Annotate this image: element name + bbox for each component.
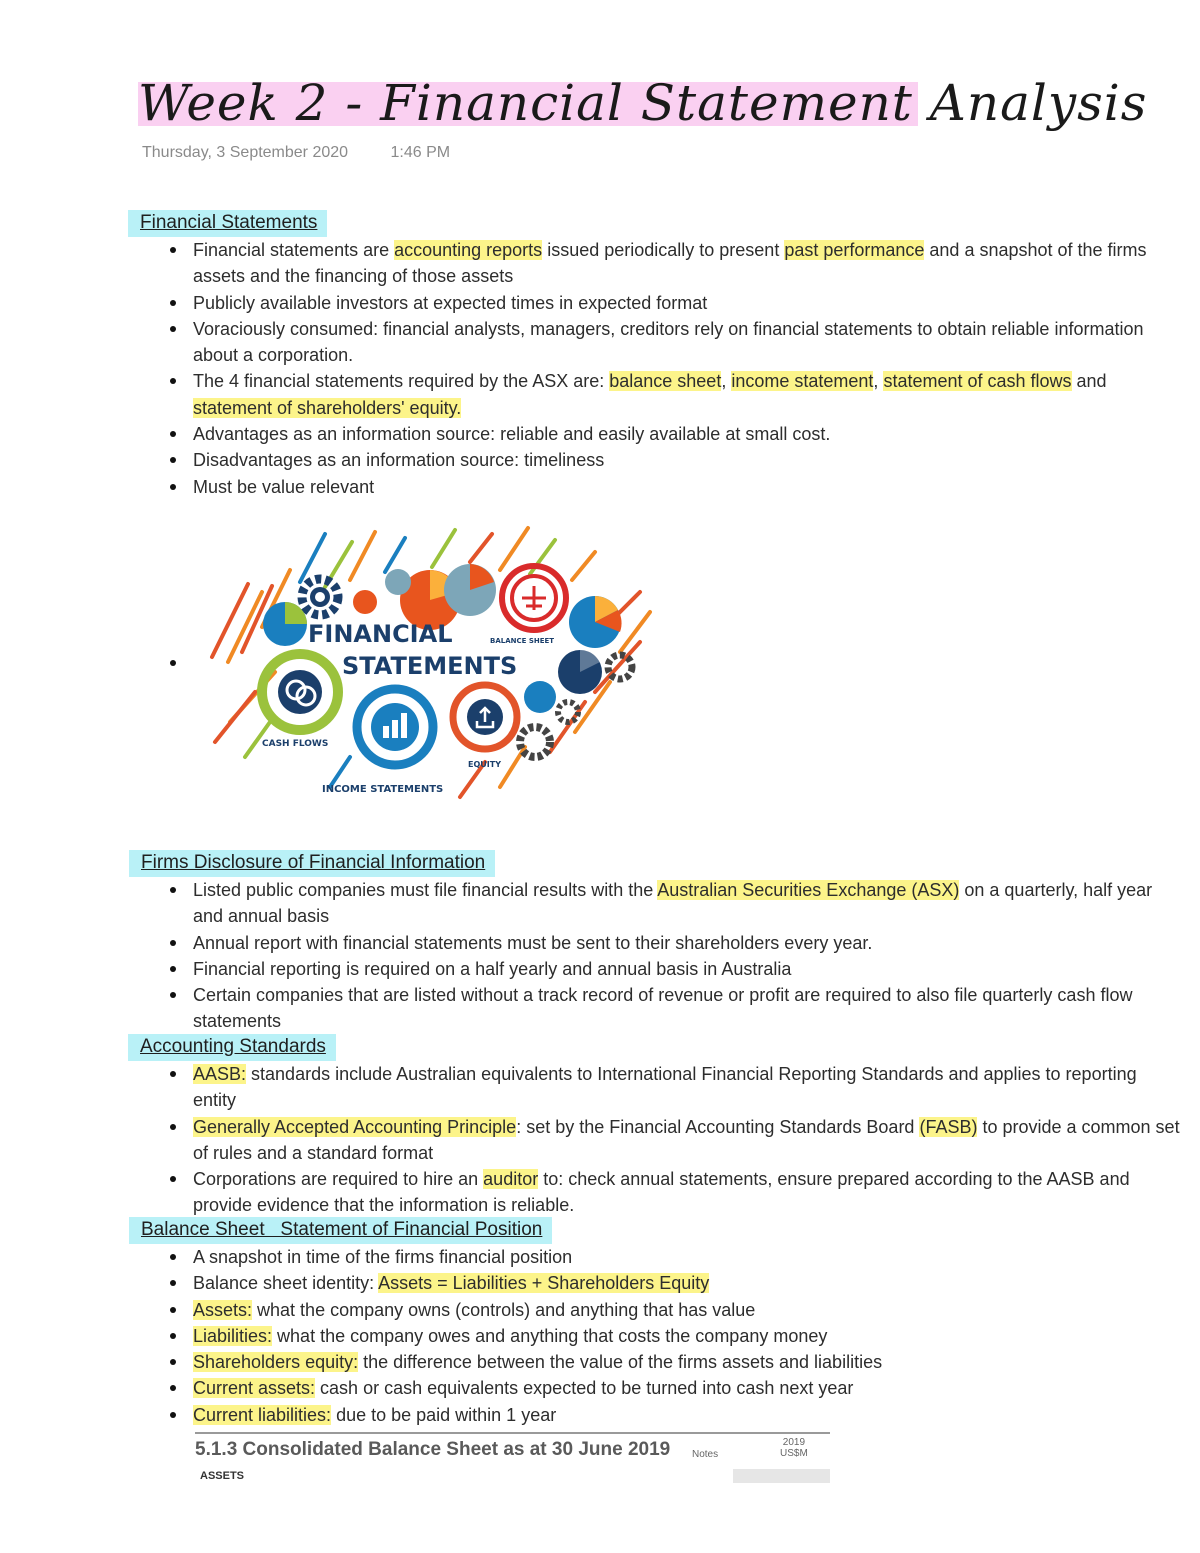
- graphic-title-line2: STATEMENTS: [342, 652, 518, 680]
- highlighted-text: Liabilities:: [193, 1325, 273, 1346]
- image-bullet: [170, 660, 176, 666]
- bullet-text: to: check annual statements, ensure prepared according to the AASB and provide evidence that the information is reliable.: [193, 1169, 1130, 1216]
- scale-icon: [502, 566, 566, 630]
- disclosure-list: [168, 877, 1183, 1035]
- bullet-item: [168, 1349, 1183, 1375]
- bullet-item: [168, 1323, 1183, 1349]
- accounting-standards-list: [168, 1061, 1183, 1219]
- highlighted-text: statement of cash flows: [883, 371, 1072, 392]
- chart-icon-center: [357, 689, 433, 765]
- bullet-item: [168, 982, 1183, 1035]
- bullet-text: The 4 financial statements required by the ASX are:: [193, 371, 610, 392]
- bullet-text: what the company owns (controls) and anything that has value: [252, 1299, 756, 1320]
- bullet-item: [168, 1375, 1183, 1401]
- heading-disclosure: Firms Disclosure of Financial Information: [129, 850, 495, 877]
- bullet-item: [168, 877, 1183, 930]
- note-time: 1:46 PM: [390, 144, 451, 161]
- graphic-label-equity: EQUITY: [468, 760, 501, 769]
- bullet-text: and a snapshot of the firms assets and the financing of those assets: [193, 240, 1147, 287]
- bullet-text: Financial statements are: [193, 240, 395, 260]
- highlighted-text: Australian Securities Exchange (ASX): [657, 880, 960, 900]
- bullet-text: Balance sheet identity:: [193, 1273, 379, 1294]
- balance-sheet-list: [168, 1244, 1183, 1428]
- bullet-item: [168, 316, 1183, 369]
- highlighted-text: income statement: [731, 371, 874, 392]
- bullet-text: due to be paid within 1 year: [331, 1404, 557, 1425]
- year-column-header: [780, 1437, 808, 1459]
- note-date: Thursday, 3 September 2020: [142, 144, 349, 161]
- page-title-block: [138, 70, 1147, 150]
- bullet-item: [168, 474, 1183, 500]
- bullet-item: [168, 1114, 1183, 1167]
- financial-statements-graphic: [200, 522, 675, 807]
- bullet-text: Annual report with financial statements must be sent to their shareholders every year.: [193, 932, 873, 953]
- bullet-text: Listed public companies must file financial results with the: [193, 880, 658, 900]
- bullet-item: [168, 237, 1183, 290]
- heading-financial-statements: Financial Statements: [128, 210, 327, 237]
- bullet-text: issued periodically to present: [542, 240, 785, 260]
- highlighted-text: auditor: [483, 1169, 539, 1190]
- highlighted-text: (FASB): [919, 1116, 978, 1137]
- bullet-text: ,: [721, 371, 732, 392]
- table-top-rule: [195, 1432, 830, 1434]
- bullet-text: on a quarterly, half year and annual basis: [193, 880, 1153, 927]
- bullet-item: [168, 956, 1183, 982]
- page-title: Week 2 - Financial Statement Analysis: [138, 74, 1148, 132]
- bullet-text: Financial reporting is required on a half yearly and annual basis in Australia: [193, 958, 792, 979]
- graphic-label-income-statements: INCOME STATEMENTS: [322, 784, 444, 795]
- bullet-item: [168, 447, 1183, 473]
- bullet-item: [168, 1061, 1183, 1114]
- upload-icon: [453, 685, 517, 749]
- highlighted-text: accounting reports: [394, 240, 543, 260]
- highlighted-text: Shareholders equity:: [193, 1352, 359, 1373]
- bullet-text: standards include Australian equivalents to International Financial Reporting Standards and applies to reporting entity: [193, 1064, 1137, 1111]
- bullet-text: A snapshot in time of the firms financial position: [193, 1247, 573, 1267]
- bullet-text: Publicly available investors at expected times in expected format: [193, 292, 708, 313]
- bullet-text: : set by the Financial Accounting Standards Board: [516, 1116, 920, 1137]
- assets-row-label: ASSETS: [200, 1470, 245, 1482]
- bullet-item: [168, 1402, 1183, 1428]
- highlighted-text: Assets:: [193, 1299, 253, 1320]
- bullet-item: [168, 1270, 1183, 1296]
- highlighted-text: balance sheet: [609, 371, 722, 392]
- bullet-text: what the company owes and anything that costs the company money: [272, 1325, 828, 1346]
- bullet-text: Disadvantages as an information source: timeliness: [193, 450, 605, 471]
- unit-label: US$M: [780, 1448, 808, 1459]
- bullet-item: [168, 421, 1183, 447]
- highlighted-text: Current assets:: [193, 1378, 316, 1399]
- year-label: 2019: [782, 1437, 806, 1448]
- note-meta: [142, 144, 488, 162]
- bullet-text: Must be value relevant: [193, 476, 375, 497]
- heading-balance-sheet: Balance Sheet Statement of Financial Position: [129, 1217, 552, 1244]
- pie-chart-icon-right: [524, 650, 602, 713]
- highlighted-text: AASB:: [193, 1064, 247, 1084]
- bullet-text: cash or cash equivalents expected to be turned into cash next year: [315, 1378, 854, 1399]
- bullet-text: Voraciously consumed: financial analysts, managers, creditors rely on financial statements to obtain reliable information about a corporation.: [193, 318, 1144, 366]
- year-column-shade: [733, 1469, 830, 1483]
- bullet-text: to provide a common set of rules and a standard format: [193, 1116, 1180, 1163]
- bullet-text: and: [1071, 371, 1107, 392]
- notes-column-header: Notes: [692, 1449, 719, 1460]
- graphic-title-line1: FINANCIAL: [308, 620, 453, 648]
- graphic-label-balance-sheet: BALANCE SHEET: [490, 637, 555, 645]
- heading-accounting-standards: Accounting Standards: [128, 1034, 336, 1061]
- bullet-text: Corporations are required to hire an: [193, 1169, 484, 1190]
- balance-sheet-excerpt: [195, 1432, 830, 1484]
- bullet-text: the difference between the value of the firms assets and liabilities: [358, 1352, 883, 1373]
- coins-icon: [262, 654, 338, 730]
- bullet-item: [168, 1244, 1183, 1270]
- bullet-item: [168, 368, 1183, 421]
- bullet-item: [168, 1166, 1183, 1219]
- graphic-label-cash-flows: CASH FLOWS: [262, 739, 329, 749]
- bullet-text: ,: [873, 371, 884, 392]
- bullet-item: [168, 930, 1183, 956]
- bullet-item: [168, 1297, 1183, 1323]
- gear-icon: [302, 579, 338, 615]
- bullet-text: Certain companies that are listed without a track record of revenue or profit are required to also file quarterly cash flow statements: [193, 985, 1133, 1032]
- highlighted-text: statement of shareholders' equity.: [193, 397, 462, 418]
- highlighted-text: Assets = Liabilities + Shareholders Equity: [378, 1273, 710, 1294]
- financial-statements-list: [168, 237, 1183, 500]
- highlighted-text: Generally Accepted Accounting Principle: [193, 1116, 517, 1137]
- highlighted-text: past performance: [784, 240, 925, 260]
- balance-sheet-title: 5.1.3 Consolidated Balance Sheet as at 30 June 2019: [195, 1439, 671, 1460]
- bullet-item: [168, 290, 1183, 316]
- highlighted-text: Current liabilities:: [193, 1404, 332, 1425]
- bullet-text: Advantages as an information source: reliable and easily available at small cost.: [193, 424, 831, 445]
